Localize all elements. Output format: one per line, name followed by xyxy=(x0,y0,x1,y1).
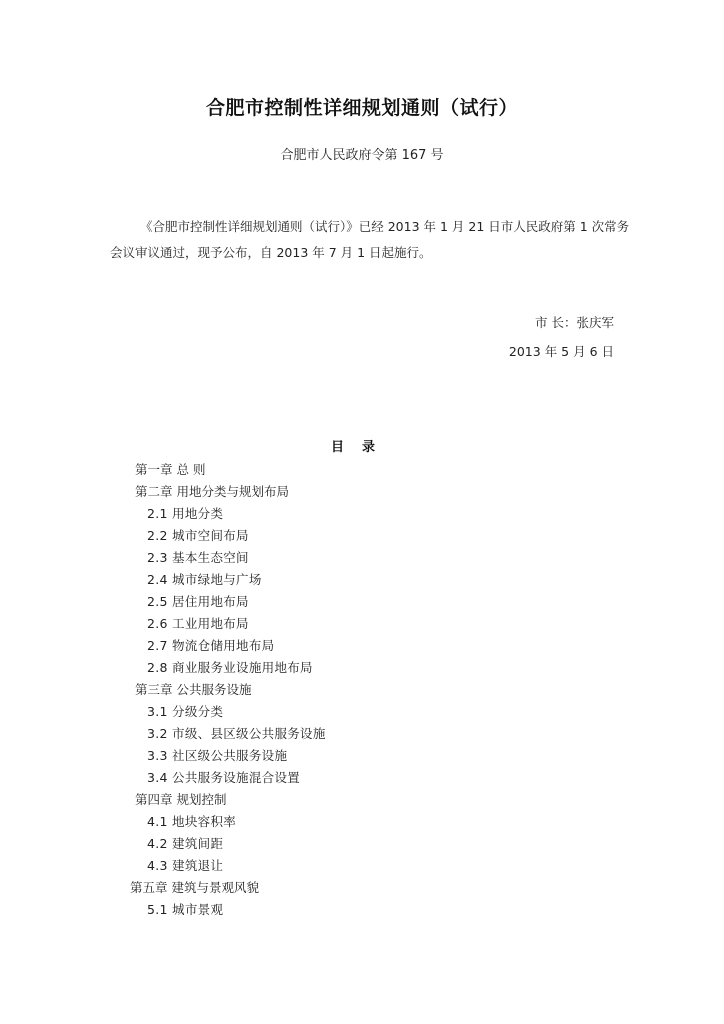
toc-section-2-6[interactable]: 2.6 工业用地布局 xyxy=(147,616,249,631)
toc-heading: 目录 xyxy=(330,440,393,455)
toc-section-2-3[interactable]: 2.3 基本生态空间 xyxy=(147,550,249,565)
promulgation-paragraph-line-2: 会议审议通过，现予公布，自 2013 年 7 月 1 日起施行。 xyxy=(110,245,432,260)
toc-chapter-1[interactable]: 第一章 总 则 xyxy=(135,462,206,477)
toc-section-3-4[interactable]: 3.4 公共服务设施混合设置 xyxy=(147,770,301,785)
toc-section-3-3[interactable]: 3.3 社区级公共服务设施 xyxy=(147,748,288,763)
toc-chapter-2[interactable]: 第二章 用地分类与规划布局 xyxy=(135,484,289,499)
signature-date: 2013 年 5 月 6 日 xyxy=(508,344,614,359)
toc-chapter-3[interactable]: 第三章 公共服务设施 xyxy=(135,682,252,697)
toc-section-2-2[interactable]: 2.2 城市空间布局 xyxy=(147,528,249,543)
toc-section-4-3[interactable]: 4.3 建筑退让 xyxy=(147,858,224,873)
toc-section-4-1[interactable]: 4.1 地块容积率 xyxy=(147,814,237,829)
promulgation-paragraph-line-1: 《合肥市控制性详细规划通则（试行）》已经 2013 年 1 月 21 日市人民政府第 1 次常务 xyxy=(140,219,630,234)
toc-section-2-4[interactable]: 2.4 城市绿地与广场 xyxy=(147,572,262,587)
toc-section-5-1[interactable]: 5.1 城市景观 xyxy=(147,902,224,917)
toc-section-2-7[interactable]: 2.7 物流仓储用地布局 xyxy=(147,638,275,653)
mayor-signature: 市 长：张庆军 xyxy=(535,315,614,330)
toc-chapter-5[interactable]: 第五章 建筑与景观风貌 xyxy=(130,880,259,895)
toc-section-2-8[interactable]: 2.8 商业服务业设施用地布局 xyxy=(147,660,313,675)
toc-section-2-5[interactable]: 2.5 居住用地布局 xyxy=(147,594,249,609)
toc-section-4-2[interactable]: 4.2 建筑间距 xyxy=(147,836,224,851)
toc-section-3-1[interactable]: 3.1 分级分类 xyxy=(147,704,224,719)
toc-section-3-2[interactable]: 3.2 市级、县区级公共服务设施 xyxy=(147,726,326,741)
table-of-contents xyxy=(0,459,724,921)
document-title: 合肥市控制性详细规划通则（试行） xyxy=(205,97,518,119)
toc-section-2-1[interactable]: 2.1 用地分类 xyxy=(147,506,224,521)
decree-number: 合肥市人民政府令第 167 号 xyxy=(280,148,444,163)
toc-chapter-4[interactable]: 第四章 规划控制 xyxy=(135,792,227,807)
